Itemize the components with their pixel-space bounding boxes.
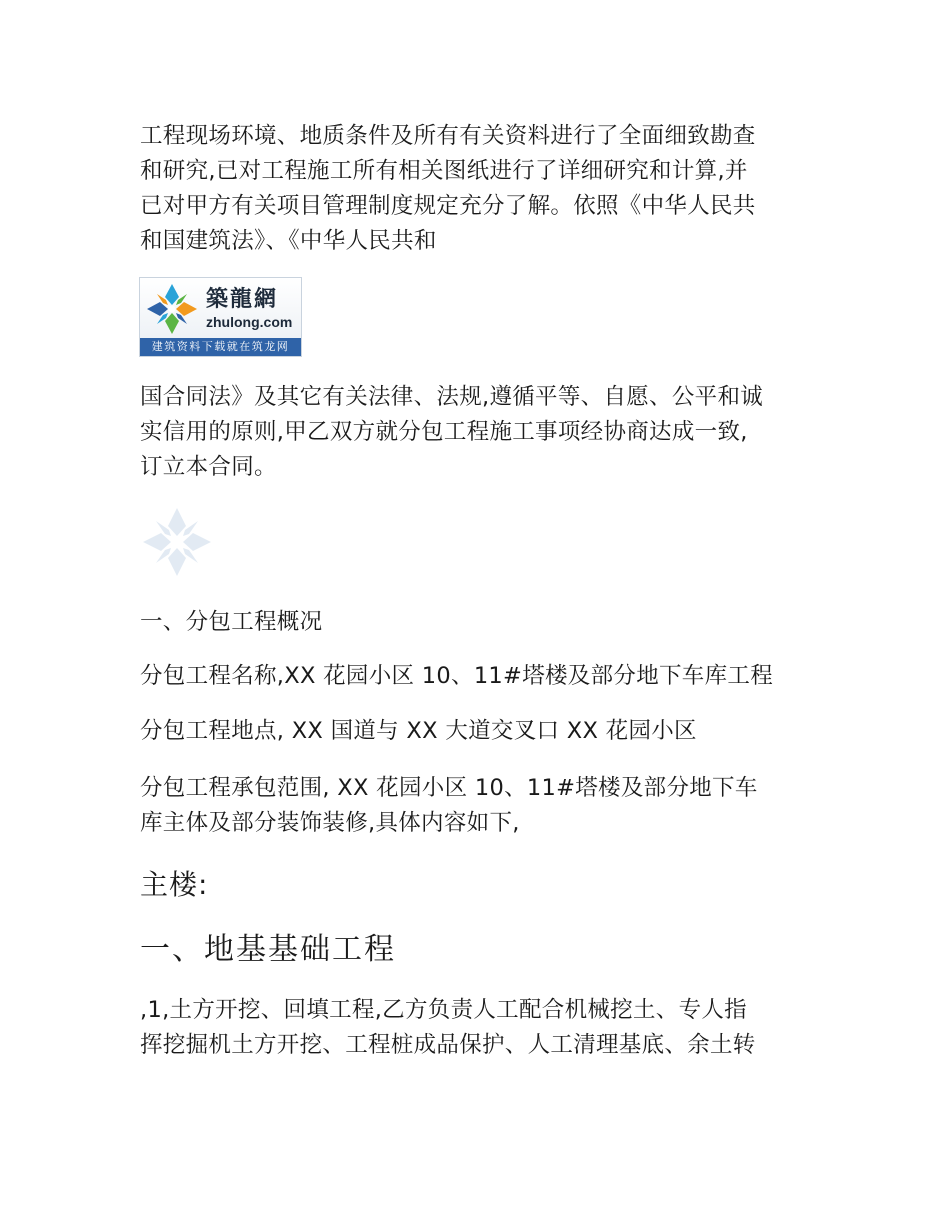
section-overview-title-text: 一、分包工程概况 [140,609,323,635]
project-name [140,659,820,694]
project-location [140,714,820,749]
zhulong-logo [139,277,302,357]
project-name-text: 分包工程名称,XX 花园小区 10、11#塔楼及部分地下车库工程 [140,663,773,689]
main-building-heading: 主楼: [140,868,209,901]
project-scope-line-2: 库主体及部分装饰装修,具体内容如下, [140,810,520,836]
project-scope [140,771,820,841]
intro-line-4: 和国建筑法》、《中华人民共和 [140,228,437,254]
continuation-line-1: 国合同法》及其它有关法律、法规,遵循平等、自愿、公平和诚 [140,384,764,410]
continuation-paragraph [140,380,820,485]
logo-chinese-name: 築龍網 [206,286,279,312]
watermark-logo-icon [138,503,216,581]
project-scope-line-1: 分包工程承包范围, XX 花园小区 10、11#塔楼及部分地下车 [140,775,758,801]
foundation-line-1: ,1,土方开挖、回填工程,乙方负责人工配合机械挖土、专人指 [140,997,747,1023]
intro-line-1: 工程现场环境、地质条件及所有有关资料进行了全面细致勘查 [140,123,756,149]
continuation-line-3: 订立本合同。 [140,454,277,480]
foundation-heading: 一、地基基础工程 [140,932,396,967]
section-overview-title [140,605,820,640]
logo-tagline: 建筑资料下载就在筑龙网 [140,338,301,356]
intro-line-3: 已对甲方有关项目管理制度规定充分了解。依照《中华人民共 [140,193,756,219]
foundation-paragraph [140,993,820,1063]
project-location-text: 分包工程地点, XX 国道与 XX 大道交叉口 XX 花园小区 [140,718,697,744]
logo-pinwheel-icon [144,281,200,337]
foundation-line-2: 挥挖掘机土方开挖、工程桩成品保护、人工清理基底、余土转 [140,1032,756,1058]
intro-line-2: 和研究,已对工程施工所有相关图纸进行了详细研究和计算,并 [140,158,748,184]
logo-domain: zhulong.com [206,314,293,330]
continuation-line-2: 实信用的原则,甲乙双方就分包工程施工事项经协商达成一致, [140,419,748,445]
intro-paragraph [140,119,820,259]
